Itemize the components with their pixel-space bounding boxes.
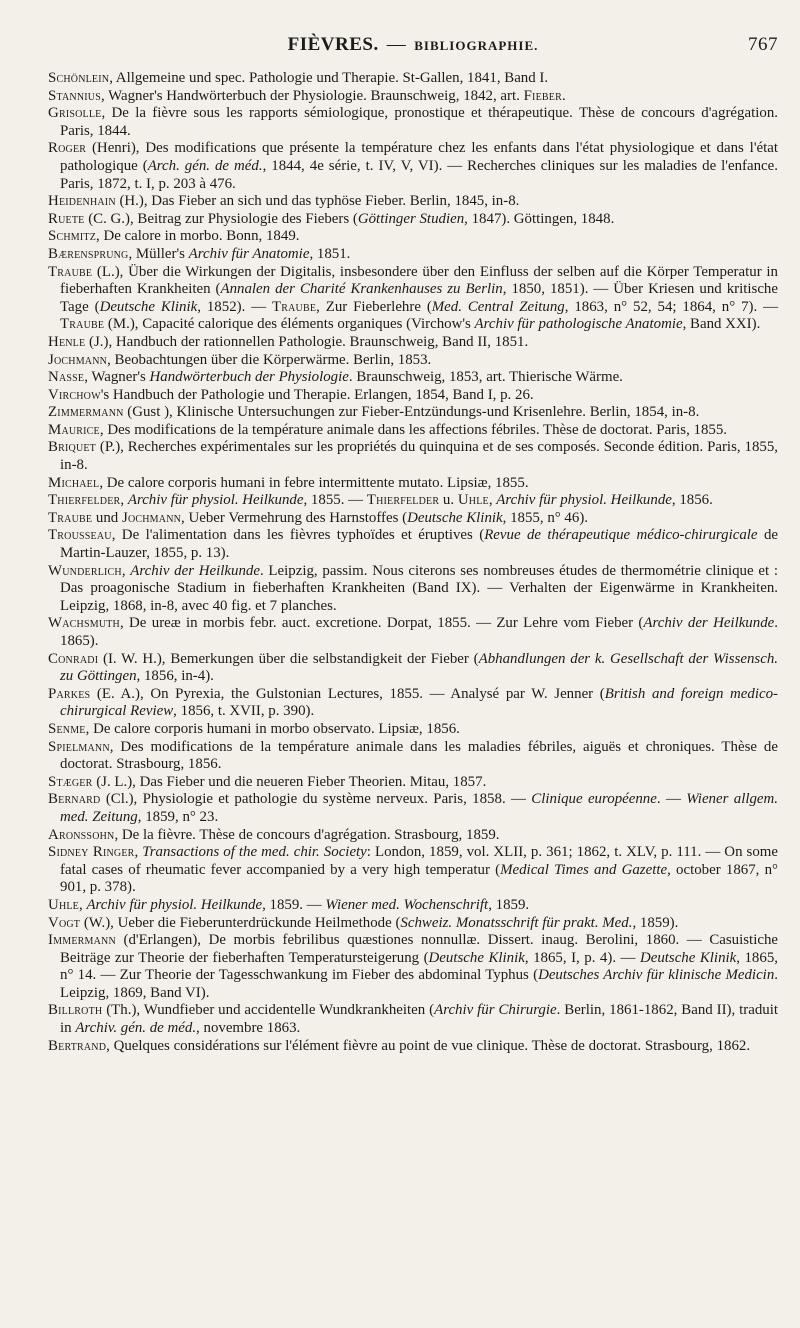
- bibliography-entry: [48, 827, 778, 845]
- author-name: Immermann: [48, 932, 116, 949]
- author-name: Traube: [271, 298, 317, 315]
- entry-text: , De calore corporis humani in morbo observato. Lipsiæ, 1856.: [85, 720, 460, 737]
- entry-text: , 1856, t. XVII, p. 390).: [173, 703, 315, 720]
- bibliography-entry: [48, 369, 778, 387]
- author-name: Jochmann: [48, 351, 108, 368]
- entry-text: u.: [439, 492, 458, 509]
- entry-text: ,: [121, 562, 131, 579]
- journal-title: Annalen der Charité Krankenhauses zu Berlin: [220, 281, 503, 298]
- bibliography-entry: [48, 439, 778, 474]
- author-name: Roger: [48, 140, 87, 157]
- author-name: Schönlein: [48, 70, 110, 86]
- entry-text: , 1859. —: [262, 896, 326, 913]
- entry-text: , 1847). Göttingen, 1848.: [464, 210, 615, 227]
- journal-title: Archiv der Heilkunde: [130, 562, 260, 579]
- entry-text: , 1844, 4e série, t. IV, V, VI). — Recherches cliniques sur les maladies de l'enfance. Paris, 1872, t. I, p. 203 à 476.: [60, 157, 778, 192]
- author-name: Thierfelder: [48, 492, 121, 509]
- bibliography-entry: [48, 334, 778, 352]
- journal-title: Deutsches Archiv für klinische Medicin: [538, 967, 775, 984]
- bibliography-entry: [48, 70, 778, 88]
- bibliography-entry: [48, 844, 778, 897]
- journal-title: Archiv für Chirurgie: [434, 1002, 557, 1019]
- entry-text: ,: [79, 896, 87, 913]
- author-name: Wachsmuth: [48, 615, 120, 632]
- author-name: Bernard: [48, 791, 101, 808]
- entry-text: , 1859, n° 23.: [137, 808, 219, 825]
- entry-text: , 1859.: [488, 896, 530, 913]
- author-name: Schmitz: [48, 228, 97, 245]
- bibliography-entry: [48, 404, 778, 422]
- entry-text: (H.), Das Fieber an sich und das typhöse Fieber. Berlin, 1845, in-8.: [115, 193, 520, 210]
- entry-text: ,: [488, 492, 497, 509]
- entry-text: , Band XXI).: [682, 316, 761, 333]
- journal-title: Clinique européenne: [531, 791, 657, 808]
- bibliography-list: [48, 70, 778, 1055]
- entry-text: (J. L.), Das Fieber und die neueren Fieber Theorien. Mitau, 1857.: [92, 773, 487, 790]
- bibliography-entry: [48, 264, 778, 334]
- entry-text: (E. A.), On Pyrexia, the Gulstonian Lectures, 1855. — Analysé par W. Jenner (: [90, 685, 605, 702]
- entry-text: (d'Erlangen), De morbis febrilibus quæstiones nonnullæ. Dissert. inaug. Berolini, 1860. — Casuistiche Beiträge zur Theorie der fieberhaften Temperatursteigerung (: [60, 932, 778, 966]
- author-name: Heidenhain: [48, 193, 116, 210]
- journal-title: Göttinger Studien: [357, 210, 465, 227]
- entry-text: , De l'alimentation dans les fièvres typhoïdes et éruptives (: [111, 527, 485, 544]
- author-name: Bærensprung: [48, 245, 129, 262]
- author-name: Uhle: [457, 492, 489, 509]
- journal-title: Abhandlungen der k. Gesellschaft der Wissensch. zu Göttingen: [60, 650, 778, 685]
- bibliography-entry: [48, 897, 778, 915]
- bibliography-entry: [48, 721, 778, 739]
- header-separator: —: [386, 34, 407, 55]
- entry-text: (I. W. H.), Bemerkungen über die selbstandigkeit der Fieber (: [98, 650, 479, 667]
- bibliography-entry: [48, 352, 778, 370]
- entry-text: ,: [134, 844, 143, 861]
- entry-text: , 1851.: [309, 245, 351, 262]
- author-name: Maurice: [48, 421, 100, 438]
- author-name: Traube: [60, 316, 105, 333]
- entry-text: , 1863, n° 52, 54; 1864, n° 7). —: [564, 298, 778, 315]
- entry-text: , novembre 1863.: [196, 1020, 301, 1037]
- bibliography-entry: [48, 1038, 778, 1056]
- author-name: Aronssohn: [48, 826, 115, 843]
- bibliography-entry: [48, 915, 778, 933]
- running-head: [48, 34, 778, 68]
- journal-title: Archiv für physiol. Heilkunde: [496, 492, 672, 509]
- author-name: Traube: [48, 263, 93, 280]
- journal-title: Medical Times and Gazette: [500, 861, 668, 878]
- author-name: Thierfelder: [366, 492, 440, 509]
- bibliography-entry: [48, 193, 778, 211]
- bibliography-entry: [48, 774, 778, 792]
- entry-text: (Henri), Des modifications que présente la température chez les enfants dans l'état physiologique et dans l'état pathologique (: [60, 140, 778, 174]
- bibliography-entry: [48, 932, 778, 1002]
- journal-title: Deutsche Klinik: [639, 949, 737, 966]
- entry-text: , Zur Fieberlehre (: [316, 298, 432, 315]
- author-name: Senme: [48, 720, 86, 737]
- author-name: Zimmermann: [48, 404, 124, 421]
- author-name: Michael: [48, 474, 100, 491]
- author-name: Billroth: [48, 1002, 103, 1019]
- entry-text: , De ureæ in morbis febr. auct. excretione. Dorpat, 1855. — Zur Lehre vom Fieber (: [119, 615, 644, 632]
- entry-text: , Quelques considérations sur l'élément fièvre au point de vue clinique. Thèse de doctorat. Strasbourg, 1862.: [106, 1037, 751, 1054]
- entry-text: (C. G.), Beitrag zur Physiologie des Fiebers (: [84, 210, 358, 227]
- entry-text: : London, 1859, vol. XLII, p. 361; 1862, t. XLV, p. 111. — On some fatal cases of rheumatic fever accompanied by a very high temperatur (: [60, 844, 778, 878]
- entry-text: , 1865, n° 14. — Zur Theorie der Tagesschwankung im Fieber des abdominal Typhus (: [60, 949, 778, 984]
- author-name: Henle: [48, 333, 86, 350]
- journal-title: Deutsche Klinik: [428, 949, 525, 966]
- bibliography-entry: [48, 422, 778, 440]
- author-name: Fieber: [523, 87, 562, 104]
- bibliography-entry: [48, 739, 778, 774]
- entry-text: , De la fièvre sous les rapports sémiologique, pronostique et thérapeutique. Thèse de concours d'agrégation. Paris, 1844.: [60, 105, 778, 139]
- journal-title: Archiv. gén. de méd.: [75, 1020, 197, 1037]
- bibliography-entry: [48, 105, 778, 140]
- journal-title: Wiener allgem. med. Zeitung: [60, 791, 779, 825]
- entry-text: . Berlin, 1861-1862, Band II), traduit in: [60, 1002, 778, 1037]
- entry-text: . Leipzig, 1869, Band VI).: [60, 967, 778, 1001]
- entry-text: , Beobachtungen über die Körperwärme. Berlin, 1853.: [107, 351, 432, 368]
- author-name: Trousseau: [48, 527, 112, 544]
- entry-text: , october 1867, n° 901, p. 378).: [60, 861, 778, 896]
- journal-title: Med. Central Zeitung: [431, 298, 565, 315]
- author-name: Traube: [48, 509, 93, 526]
- author-name: Ruete: [48, 210, 85, 227]
- entry-text: , Müller's: [128, 245, 189, 262]
- journal-title: Archiv für physiol. Heilkunde: [86, 896, 263, 913]
- bibliography-entry: [48, 246, 778, 264]
- entry-text: . Braunschweig, 1853, art. Thierische Wärme.: [348, 369, 623, 386]
- journal-title: British and foreign medico-chirurgical Review: [60, 685, 778, 720]
- author-name: Grisolle: [48, 105, 102, 122]
- entry-text: (Th.), Wundfieber und accidentelle Wundkrankheiten (: [102, 1002, 435, 1019]
- entry-text: , Ueber Vermehrung des Harnstoffes (: [181, 509, 408, 526]
- entry-text: . 1865).: [60, 615, 778, 649]
- entry-text: de Martin-Lauzer, 1855, p. 13).: [60, 527, 779, 562]
- entry-text: .: [561, 87, 566, 104]
- bibliography-entry: [48, 791, 778, 826]
- bibliography-entry: [48, 228, 778, 246]
- entry-text: , Allgemeine und spec. Pathologie und Therapie. St-Gallen, 1841, Band I.: [109, 70, 549, 86]
- section-title: BIBLIOGRAPHIE.: [414, 38, 539, 53]
- entry-text: , 1850, 1851). — Über Kriesen und kritische Tage (: [60, 281, 778, 315]
- author-name: Virchow: [48, 386, 101, 403]
- entry-text: , Wagner's: [84, 369, 150, 386]
- author-name: Stannius: [48, 87, 101, 104]
- bibliography-entry: [48, 615, 778, 650]
- entry-text: (L.), Über die Wirkungen der Digitalis, insbesondere über den Einfluss der selben auf die Körper Temperatur in fieberhaften Krankheiten (: [60, 263, 778, 298]
- chapter-title: FIÈVRES.: [287, 34, 379, 55]
- entry-text: , 1859).: [632, 914, 679, 931]
- journal-title: Archiv der Heilkunde: [643, 615, 775, 632]
- author-name: Uhle: [48, 896, 79, 913]
- author-name: Conradi: [48, 650, 99, 667]
- entry-text: , De la fièvre. Thèse de concours d'agrégation. Strasbourg, 1859.: [114, 826, 500, 843]
- author-name: Jochmann: [121, 509, 182, 526]
- entry-text: (Cl.), Physiologie et pathologie du système nerveux. Paris, 1858. —: [100, 791, 532, 808]
- bibliography-entry: [48, 510, 778, 528]
- entry-text: (J.), Handbuch der rationnellen Pathologie. Braunschweig, Band II, 1851.: [85, 333, 529, 350]
- entry-text: , Wagner's Handwörterbuch der Physiologie. Braunschweig, 1842, art.: [100, 87, 524, 104]
- bibliography-entry: [48, 527, 778, 562]
- entry-text: , 1852). —: [197, 298, 272, 315]
- entry-text: , 1856, in-4).: [136, 668, 214, 685]
- author-name: Vogt: [48, 914, 81, 931]
- journal-title: Wiener med. Wochenschrift: [325, 896, 489, 913]
- entry-text: (Gust ), Klinische Untersuchungen zur Fieber-Entzündungs-und Krisenlehre. Berlin, 1854, in-8.: [123, 404, 700, 421]
- journal-title: Deutsche Klinik: [99, 298, 198, 315]
- entry-text: ,: [120, 492, 128, 509]
- bibliography-entry: [48, 387, 778, 405]
- journal-title: Archiv für pathologische Anatomie: [474, 316, 683, 333]
- bibliography-entry: [48, 492, 778, 510]
- author-name: Spielmann: [48, 738, 110, 755]
- entry-text: . Leipzig, passim. Nous citerons ses nombreuses études de thermométrie clinique et : Das proagonische Stadium in fieberhaften Krankheiten (Band IX). — Verhalten der Eigenwärme in Krankheiten. Leipzig, 1868, in-8, avec 40 fig. et 7 planches.: [60, 562, 778, 614]
- entry-text: , De calore in morbo. Bonn, 1849.: [96, 228, 300, 245]
- entry-text: , Des modifications de la température animale dans les affections fébriles. Thèse de doctorat. Paris, 1855.: [99, 421, 728, 438]
- entry-text: (W.), Ueber die Fieberunterdrückunde Heilmethode (: [80, 914, 401, 931]
- entry-text: , 1865, I, p. 4). —: [524, 949, 640, 966]
- entry-text: und: [92, 509, 122, 526]
- bibliography-entry: [48, 563, 778, 616]
- entry-text: . —: [656, 791, 687, 808]
- entry-text: , De calore corporis humani in febre intermittente mutato. Lipsiæ, 1855.: [99, 474, 529, 491]
- bibliography-entry: [48, 140, 778, 193]
- page-number: 767: [748, 34, 778, 55]
- author-name: Wunderlich: [48, 562, 122, 579]
- bibliography-entry: [48, 686, 778, 721]
- bibliography-entry: [48, 88, 778, 106]
- entry-text: 's Handbuch der Pathologie und Therapie. Erlangen, 1854, Band I, p. 26.: [100, 386, 534, 403]
- journal-title: Deutsche Klinik: [407, 509, 503, 526]
- bibliography-entry: [48, 475, 778, 493]
- entry-text: (P.), Recherches expérimentales sur les propriétés du quinquina et de ses composés. Seconde édition. Paris, 1855, in-8.: [60, 439, 778, 474]
- journal-title: Archiv für physiol. Heilkunde: [127, 492, 304, 509]
- bibliography-entry: [48, 211, 778, 229]
- journal-title: Schweiz. Monatsschrift für prakt. Med.: [400, 914, 633, 931]
- journal-title: Transactions of the med. chir. Society: [142, 844, 367, 861]
- bibliography-entry: [48, 1002, 778, 1037]
- journal-title: Handwörterbuch der Physiologie: [149, 369, 349, 386]
- entry-text: , 1855, n° 46).: [502, 509, 589, 526]
- entry-text: (M.), Capacité calorique des éléments organiques (Virchow's: [104, 316, 475, 333]
- author-name: Briquet: [48, 439, 96, 456]
- entry-text: , Des modifications de la température animale dans les maladies fébriles, aiguës et chroniques. Thèse de doctorat. Strasbourg, 1856.: [60, 738, 778, 773]
- author-name: Bertrand: [48, 1037, 107, 1054]
- journal-title: Revue de thérapeutique médico-chirurgicale: [484, 527, 758, 544]
- author-name: Stæger: [48, 773, 93, 790]
- author-name: Parkes: [48, 685, 91, 702]
- author-name: Sidney Ringer: [48, 844, 135, 861]
- author-name: Nasse: [48, 369, 85, 386]
- bibliography-entry: [48, 651, 778, 686]
- journal-title: Arch. gén. de méd.: [147, 157, 263, 174]
- entry-text: , 1856.: [671, 492, 713, 509]
- journal-title: Archiv für Anatomie: [188, 245, 310, 262]
- entry-text: , 1855. —: [303, 492, 367, 509]
